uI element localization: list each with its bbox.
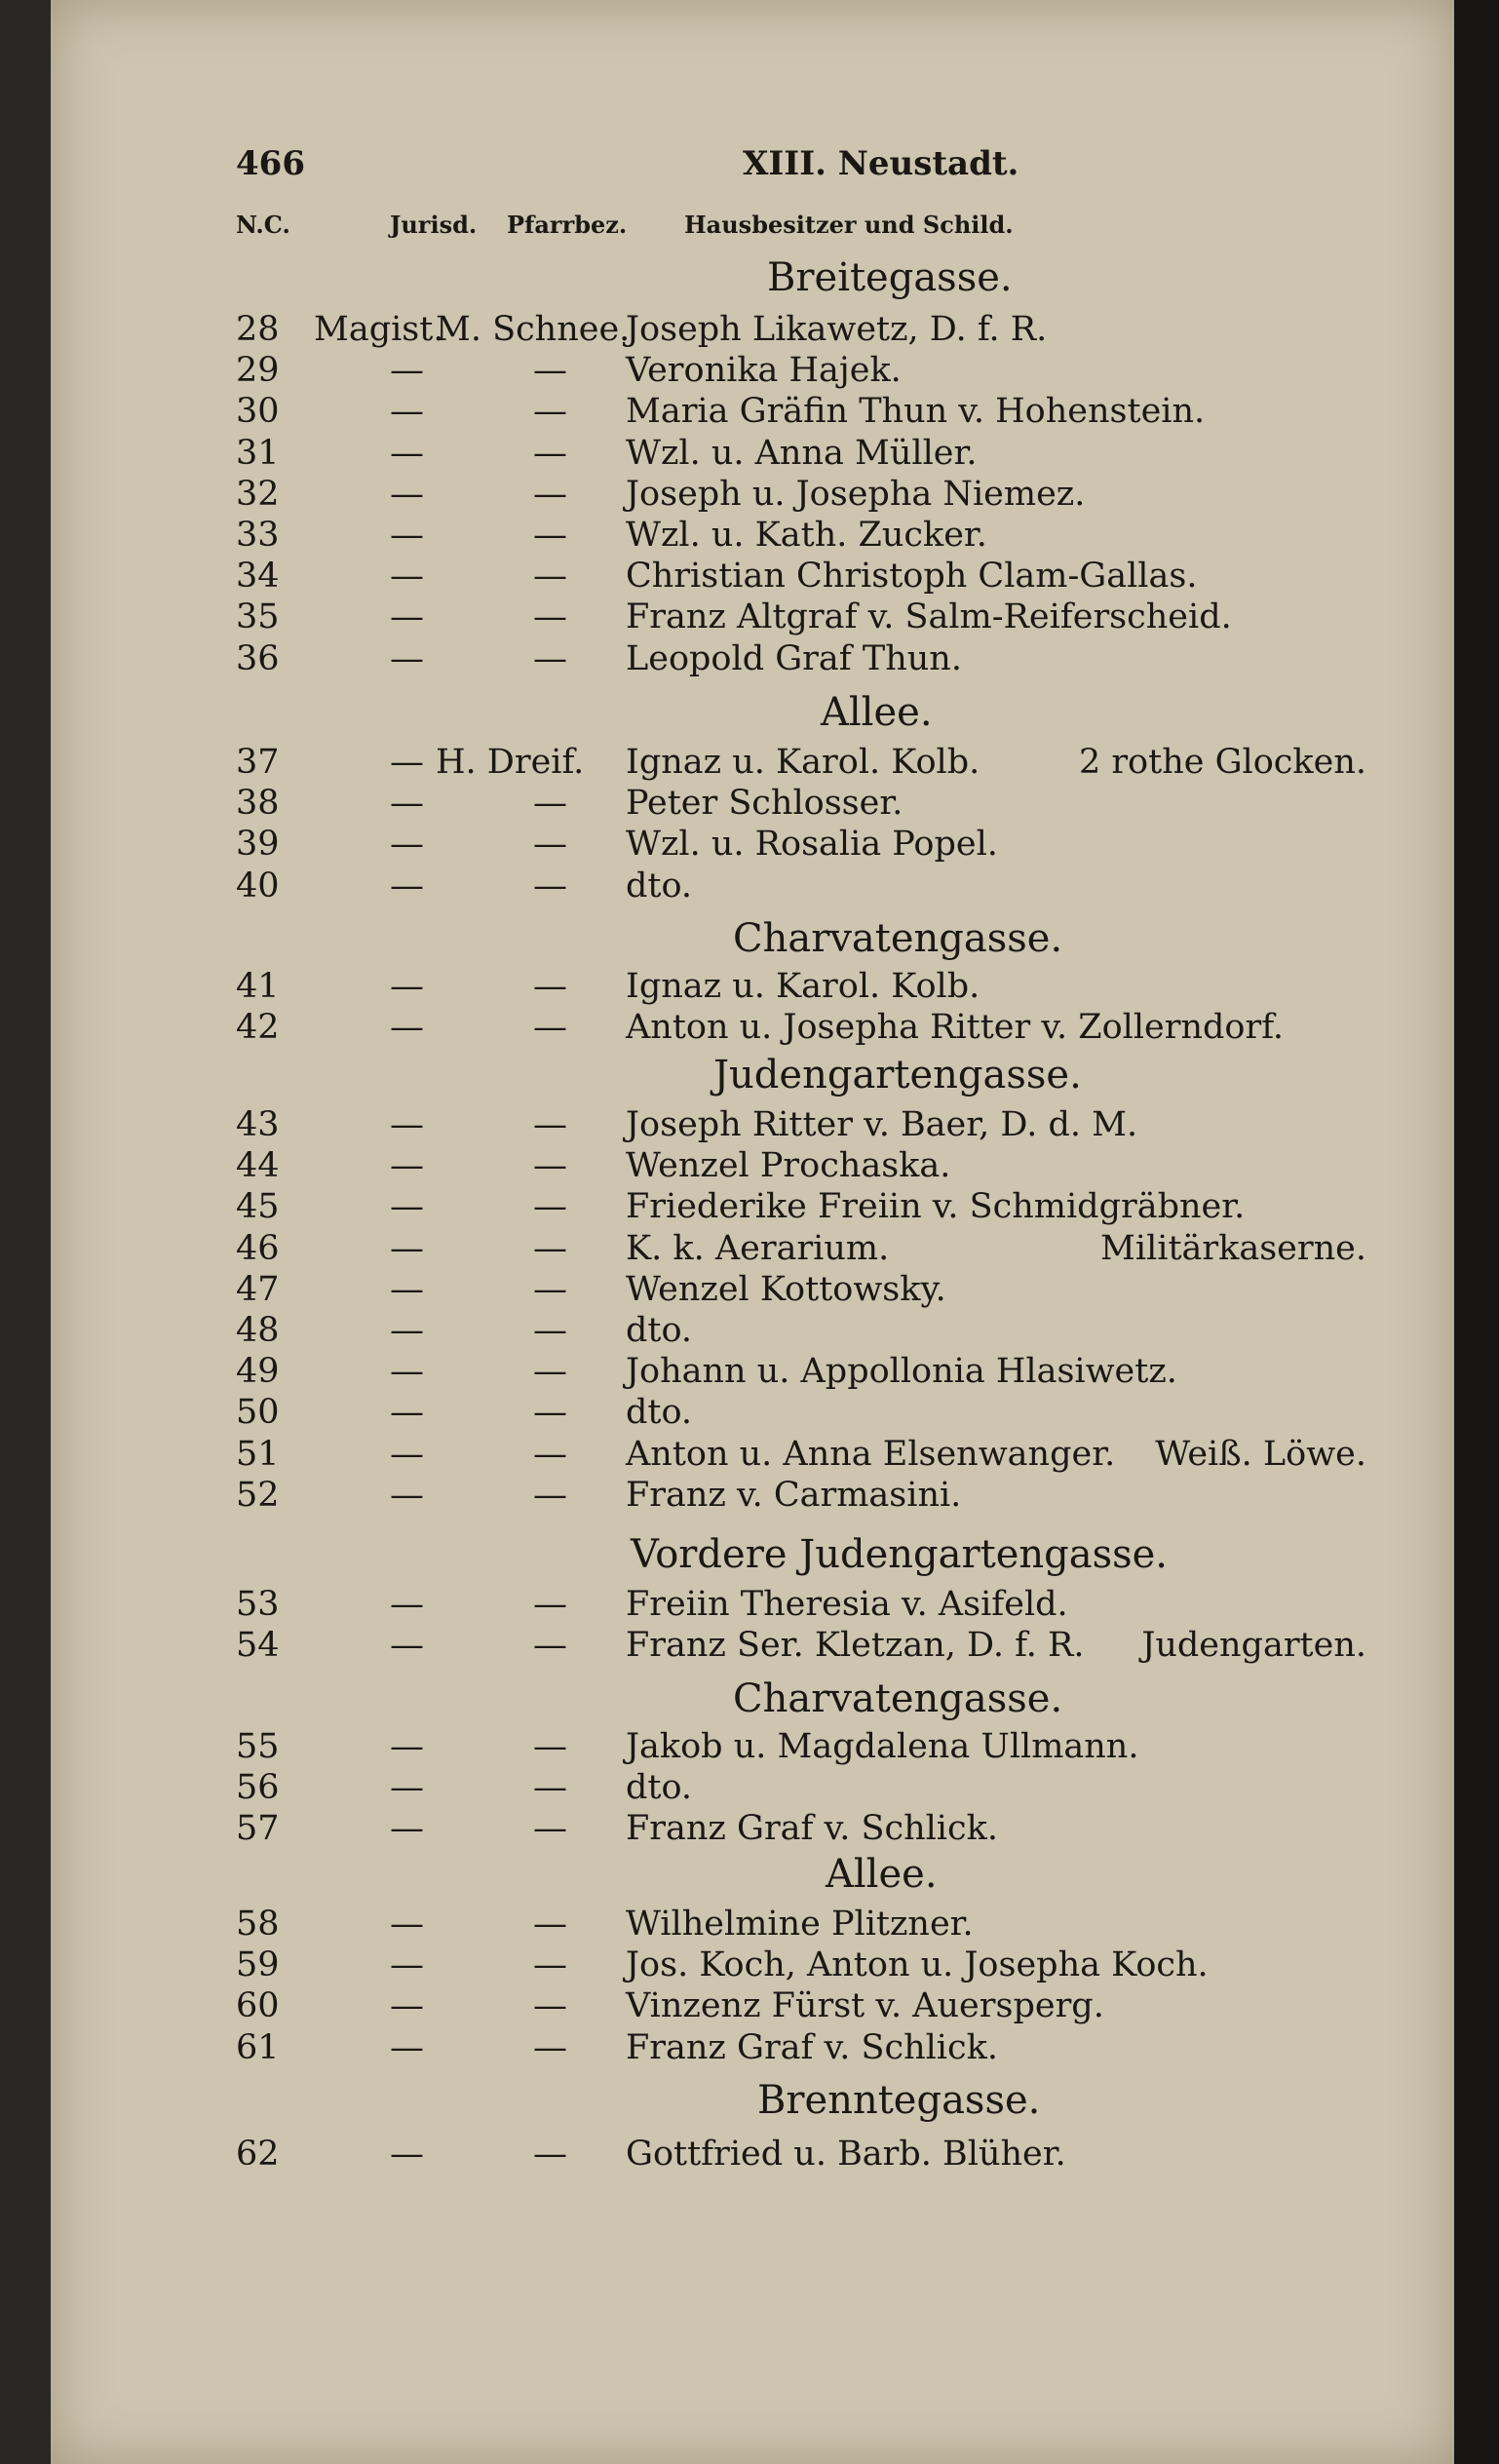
jurisdiction-cell: — [390, 638, 424, 678]
parish-cell: — [533, 1585, 567, 1624]
owner-cell: dto. [626, 866, 693, 905]
parish-cell: — [533, 557, 567, 597]
jurisdiction-cell: — [390, 1626, 424, 1666]
jurisdiction-cell: — [390, 1352, 424, 1392]
owner-cell: Franz Graf v. Schlick. [626, 2027, 998, 2067]
parish-cell: — [533, 1105, 567, 1144]
jurisdiction-cell: — [390, 866, 424, 905]
table-row [51, 1187, 1454, 1228]
parish-cell: — [533, 1434, 567, 1474]
street-heading: Breitegasse. [767, 255, 1013, 300]
table-row [51, 639, 1454, 680]
parish-cell: — [533, 784, 567, 824]
jurisdiction-cell: — [390, 1945, 424, 1985]
jurisdiction-cell: — [390, 1311, 424, 1350]
house-number: 30 [236, 392, 280, 432]
book-gutter [1454, 0, 1499, 2464]
house-number: 38 [236, 784, 280, 824]
column-header-parish: Pfarrbez. [507, 211, 628, 239]
column-header-owner: Hausbesitzer und Schild. [684, 211, 1014, 239]
owner-cell: dto. [626, 1393, 693, 1433]
house-number: 62 [236, 2135, 280, 2174]
house-number: 37 [236, 743, 280, 782]
owner-cell: Franz v. Carmasini. [626, 1475, 962, 1515]
table-row [51, 1008, 1454, 1049]
table-row [51, 1476, 1454, 1517]
house-number: 41 [236, 967, 280, 1006]
house-sign-cell: Weiß. Löwe. [1155, 1434, 1366, 1474]
street-heading: Vordere Judengartengasse. [631, 1532, 1169, 1577]
table-row [51, 1311, 1454, 1352]
house-number: 58 [236, 1905, 280, 1944]
owner-cell: Franz Ser. Kletzan, D. f. R. [626, 1626, 1085, 1666]
house-number: 45 [236, 1187, 280, 1227]
table-row [51, 866, 1454, 907]
column-header-nr: N.C. [236, 211, 290, 239]
jurisdiction-cell: — [390, 1905, 424, 1944]
house-number: 46 [236, 1228, 280, 1268]
book-page [51, 0, 1454, 2464]
parish-cell: — [533, 1986, 567, 2026]
table-row [51, 1352, 1454, 1393]
house-number: 39 [236, 825, 280, 865]
table-row [51, 1229, 1454, 1270]
table-row [51, 1435, 1454, 1476]
parish-cell: — [533, 638, 567, 678]
jurisdiction-cell: — [390, 1187, 424, 1227]
owner-cell: Jakob u. Magdalena Ullmann. [626, 1727, 1139, 1766]
jurisdiction-cell: — [390, 1008, 424, 1048]
house-number: 36 [236, 638, 280, 678]
jurisdiction-cell: — [390, 1105, 424, 1144]
house-number: 53 [236, 1585, 280, 1624]
jurisdiction-cell: — [390, 1393, 424, 1433]
house-number: 54 [236, 1626, 280, 1666]
parish-cell: — [533, 1626, 567, 1666]
jurisdiction-cell: — [390, 2027, 424, 2067]
directory-listing [51, 0, 1454, 2464]
house-number: 48 [236, 1311, 280, 1350]
table-row [51, 351, 1454, 392]
jurisdiction-cell: — [390, 1146, 424, 1186]
parish-cell: — [533, 1311, 567, 1350]
house-number: 42 [236, 1008, 280, 1048]
table-row [51, 597, 1454, 638]
house-number: 61 [236, 2027, 280, 2067]
owner-cell: Wzl. u. Anna Müller. [626, 433, 978, 473]
street-heading: Charvatengasse. [733, 916, 1063, 961]
column-header-jurisdiction: Jurisd. [390, 211, 478, 239]
parish-cell: — [533, 825, 567, 865]
jurisdiction-cell: — [390, 1727, 424, 1766]
parish-cell: — [533, 1008, 567, 1048]
house-number: 50 [236, 1393, 280, 1433]
owner-cell: Johann u. Appollonia Hlasiwetz. [626, 1352, 1177, 1392]
parish-cell: — [533, 1269, 567, 1309]
house-number: 43 [236, 1105, 280, 1144]
owner-cell: Vinzenz Fürst v. Auersperg. [626, 1986, 1104, 2026]
owner-cell: Wzl. u. Kath. Zucker. [626, 516, 987, 555]
owner-cell: Anton u. Josepha Ritter v. Zollerndorf. [626, 1008, 1285, 1048]
owner-cell: Wenzel Prochaska. [626, 1146, 951, 1186]
owner-cell: Maria Gräfin Thun v. Hohenstein. [626, 392, 1206, 432]
jurisdiction-cell: — [390, 433, 424, 473]
parish-cell: — [533, 967, 567, 1006]
house-number: 31 [236, 433, 280, 473]
parish-cell: — [533, 1945, 567, 1985]
jurisdiction-cell: — [390, 1986, 424, 2026]
table-row [51, 825, 1454, 866]
owner-cell: dto. [626, 1311, 693, 1350]
jurisdiction-cell: — [390, 351, 424, 391]
owner-cell: Ignaz u. Karol. Kolb. [626, 967, 980, 1006]
parish-cell: — [533, 866, 567, 905]
parish-cell: — [533, 1809, 567, 1849]
table-row [51, 1626, 1454, 1667]
house-number: 55 [236, 1727, 280, 1766]
owner-cell: Christian Christoph Clam-Gallas. [626, 557, 1198, 597]
owner-cell: Veronika Hajek. [626, 351, 902, 391]
owner-cell: Wilhelmine Plitzner. [626, 1905, 974, 1944]
house-number: 33 [236, 516, 280, 555]
parish-cell: — [533, 1905, 567, 1944]
table-row [51, 1768, 1454, 1809]
house-number: 49 [236, 1352, 280, 1392]
house-sign-cell: Judengarten. [1141, 1626, 1366, 1666]
jurisdiction-cell: — [390, 743, 424, 782]
table-row [51, 1585, 1454, 1626]
parish-cell: — [533, 474, 567, 514]
owner-cell: Gottfried u. Barb. Blüher. [626, 2135, 1066, 2174]
house-number: 60 [236, 1986, 280, 2026]
parish-cell: — [533, 2027, 567, 2067]
parish-cell: — [533, 1727, 567, 1766]
parish-cell: — [533, 2135, 567, 2174]
table-row [51, 1270, 1454, 1311]
house-number: 28 [236, 310, 280, 349]
owner-cell: Joseph Likawetz, D. f. R. [626, 310, 1048, 349]
house-number: 57 [236, 1809, 280, 1849]
jurisdiction-cell: — [390, 1585, 424, 1624]
table-row [51, 784, 1454, 825]
jurisdiction-cell: — [390, 597, 424, 637]
parish-cell: — [533, 1475, 567, 1515]
table-row [51, 392, 1454, 433]
street-heading: Judengartengasse. [713, 1053, 1082, 1097]
page-number: 466 [236, 144, 305, 183]
owner-cell: Peter Schlosser. [626, 784, 903, 824]
parish-cell: M. Schnee. [436, 310, 631, 349]
owner-cell: Friederike Freiin v. Schmidgräbner. [626, 1187, 1246, 1227]
parish-cell: — [533, 516, 567, 555]
parish-cell: — [533, 597, 567, 637]
owner-cell: Wenzel Kottowsky. [626, 1269, 946, 1309]
house-number: 44 [236, 1146, 280, 1186]
jurisdiction-cell: — [390, 2135, 424, 2174]
jurisdiction-cell: — [390, 1434, 424, 1474]
jurisdiction-cell: — [390, 1768, 424, 1808]
jurisdiction-cell: — [390, 516, 424, 555]
parish-cell: — [533, 1768, 567, 1808]
table-row [51, 310, 1454, 351]
table-row [51, 2028, 1454, 2069]
jurisdiction-cell: — [390, 1475, 424, 1515]
table-row [51, 1809, 1454, 1850]
parish-cell: — [533, 392, 567, 432]
table-row [51, 1146, 1454, 1187]
owner-cell: Joseph u. Josepha Niemez. [626, 474, 1086, 514]
jurisdiction-cell: — [390, 967, 424, 1006]
table-row [51, 1945, 1454, 1986]
house-number: 35 [236, 597, 280, 637]
owner-cell: K. k. Aerarium. [626, 1228, 890, 1268]
owner-cell: dto. [626, 1768, 693, 1808]
table-row [51, 1905, 1454, 1945]
jurisdiction-cell: — [390, 392, 424, 432]
table-row [51, 2135, 1454, 2175]
house-sign-cell: Militärkaserne. [1100, 1228, 1366, 1268]
house-number: 34 [236, 557, 280, 597]
jurisdiction-cell: — [390, 825, 424, 865]
owner-cell: Wzl. u. Rosalia Popel. [626, 825, 998, 865]
table-row [51, 967, 1454, 1008]
jurisdiction-cell: — [390, 557, 424, 597]
owner-cell: Anton u. Anna Elsenwanger. [626, 1434, 1116, 1474]
parish-cell: — [533, 1393, 567, 1433]
parish-cell: — [533, 351, 567, 391]
parish-cell: — [533, 1228, 567, 1268]
parish-cell: — [533, 1146, 567, 1186]
owner-cell: Jos. Koch, Anton u. Josepha Koch. [626, 1945, 1209, 1985]
jurisdiction-cell: — [390, 784, 424, 824]
parish-cell: — [533, 1187, 567, 1227]
table-row [51, 1727, 1454, 1768]
street-heading: Allee. [826, 1852, 938, 1897]
page-title: XIII. Neustadt. [743, 144, 1019, 183]
street-heading: Allee. [821, 690, 933, 735]
table-row [51, 1986, 1454, 2027]
table-row [51, 1393, 1454, 1434]
parish-cell: — [533, 1352, 567, 1392]
street-heading: Brenntegasse. [757, 2078, 1041, 2123]
house-number: 40 [236, 866, 280, 905]
house-number: 59 [236, 1945, 280, 1985]
house-sign-cell: 2 rothe Glocken. [1078, 743, 1366, 782]
jurisdiction-cell: — [390, 1269, 424, 1309]
owner-cell: Franz Graf v. Schlick. [626, 1809, 998, 1849]
owner-cell: Franz Altgraf v. Salm-Reiferscheid. [626, 597, 1232, 637]
house-number: 51 [236, 1434, 280, 1474]
table-row [51, 1105, 1454, 1146]
owner-cell: Freiin Theresia v. Asifeld. [626, 1585, 1068, 1624]
owner-cell: Ignaz u. Karol. Kolb. [626, 743, 980, 782]
house-number: 47 [236, 1269, 280, 1309]
jurisdiction-cell: — [390, 1809, 424, 1849]
house-number: 52 [236, 1475, 280, 1515]
house-number: 56 [236, 1768, 280, 1808]
house-number: 32 [236, 474, 280, 514]
street-heading: Charvatengasse. [733, 1676, 1063, 1721]
jurisdiction-cell: — [390, 1228, 424, 1268]
jurisdiction-cell: — [390, 474, 424, 514]
owner-cell: Joseph Ritter v. Baer, D. d. M. [626, 1105, 1138, 1144]
table-row [51, 516, 1454, 557]
table-row [51, 743, 1454, 784]
jurisdiction-cell: Magist. [314, 310, 444, 349]
house-number: 29 [236, 351, 280, 391]
owner-cell: Leopold Graf Thun. [626, 638, 962, 678]
table-row [51, 434, 1454, 475]
table-row [51, 557, 1454, 597]
table-row [51, 475, 1454, 516]
parish-cell: H. Dreif. [436, 743, 585, 782]
parish-cell: — [533, 433, 567, 473]
